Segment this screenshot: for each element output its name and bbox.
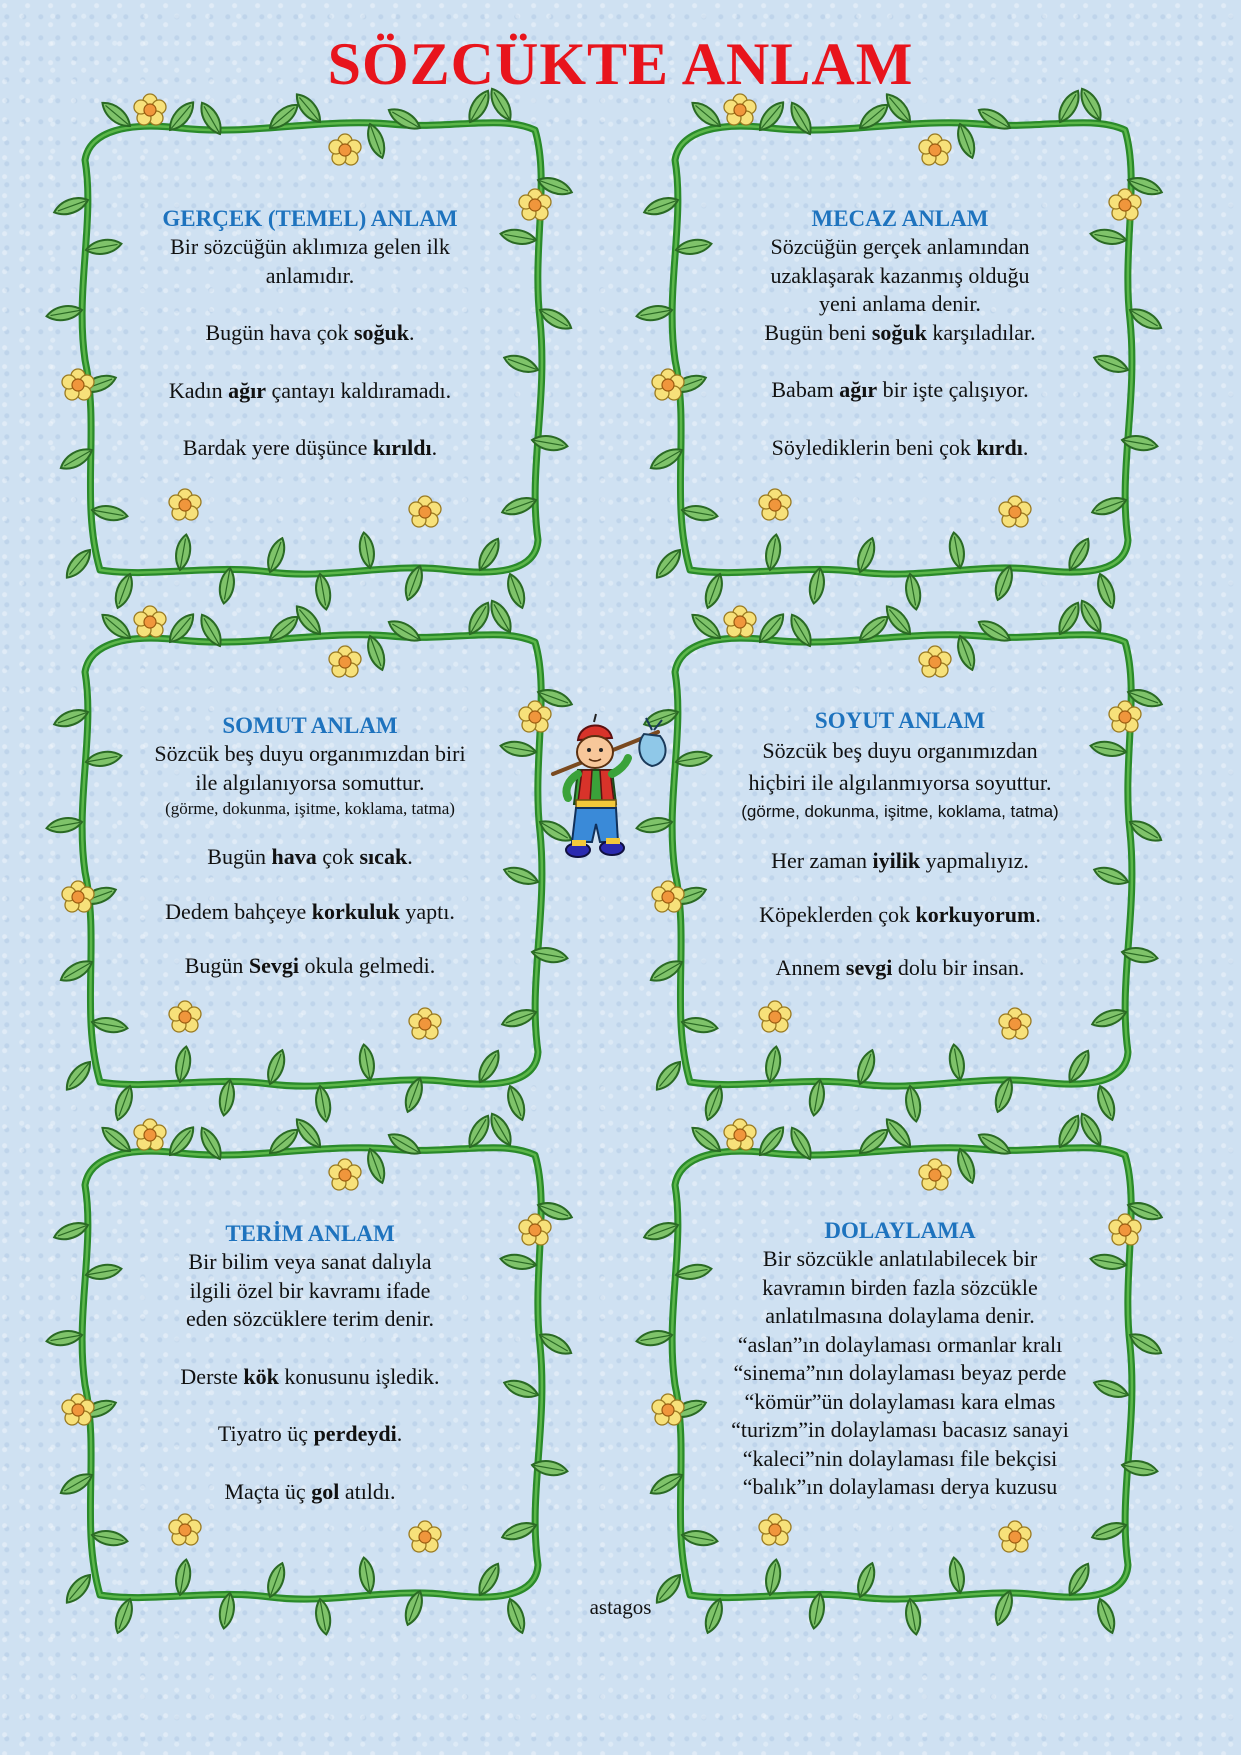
card-somut-anlam: [70, 612, 550, 1112]
card-heading: SOMUT ANLAM: [222, 713, 398, 738]
definition-line: Bir bilim veya sanat dalıyla: [188, 1249, 432, 1274]
example-line: Bardak yere düşünce kırıldı.: [182, 435, 438, 460]
example-line: Bugün hava çok sıcak.: [207, 844, 413, 869]
example-line: Bugün hava çok soğuk.: [205, 320, 415, 345]
example-line: Bugün Sevgi okula gelmedi.: [184, 953, 436, 978]
card-soyut-anlam: [660, 612, 1140, 1112]
example-line: Köpeklerden çok korkuyorum.: [759, 901, 1041, 927]
example-line: “turizm”in dolaylaması bacasız sanayi: [731, 1417, 1069, 1442]
example-line: Kadın ağır çantayı kaldıramadı.: [168, 377, 452, 403]
example-line: Her zaman iyilik yapmalıyız.: [771, 848, 1029, 873]
example-line: “kaleci”nin dolaylaması file bekçisi: [742, 1445, 1058, 1471]
example-line: Annem sevgi dolu bir insan.: [775, 955, 1025, 980]
example-line: Dedem bahçeye korkuluk yaptı.: [165, 898, 455, 924]
definition-line: eden sözcüklere terim denir.: [185, 1306, 434, 1331]
card-heading: GERÇEK (TEMEL) ANLAM: [162, 206, 458, 231]
example-line: Bugün beni soğuk karşıladılar.: [764, 319, 1036, 345]
definition-line: anlatılmasına dolaylama denir.: [765, 1303, 1035, 1328]
definition-line: Bir sözcükle anlatılabilecek bir: [762, 1246, 1038, 1271]
definition-line: ilgili özel bir kavramı ifade: [189, 1277, 431, 1303]
cartoon-boy-illustration: [548, 712, 668, 872]
definition-line: ile algılanıyorsa somuttur.: [195, 769, 425, 795]
example-line: Maçta üç gol atıldı.: [224, 1478, 396, 1504]
card-heading: TERİM ANLAM: [225, 1221, 395, 1246]
example-line: “aslan”ın dolaylaması ormanlar kralı: [737, 1331, 1063, 1357]
example-line: “balık”ın dolaylaması derya kuzusu: [742, 1474, 1058, 1499]
definition-line: kavramın birden fazla sözcükle: [762, 1274, 1038, 1300]
example-line: “kömür”ün dolaylaması kara elmas: [744, 1388, 1056, 1414]
definition-line: anlamıdır.: [265, 262, 355, 288]
example-line: Derste kök konusunu işledik.: [180, 1363, 440, 1389]
definition-line: Bir sözcüğün aklımıza gelen ilk: [170, 234, 450, 259]
card-gercek-anlam: [70, 100, 550, 600]
example-line: “sinema”nın dolaylaması beyaz perde: [733, 1360, 1067, 1385]
card-heading: DOLAYLAMA: [824, 1218, 976, 1243]
example-line: Tiyatro üç perdeydi.: [217, 1421, 403, 1446]
page-title: SÖZCÜKTE ANLAM: [327, 31, 914, 97]
definition-line: hiçbiri ile algılanmıyorsa soyuttur.: [748, 770, 1052, 795]
senses-note: (görme, dokunma, işitme, koklama, tatma): [165, 799, 455, 818]
definition-line: yeni anlama denir.: [819, 291, 981, 316]
example-line: Söylediklerin beni çok kırdı.: [771, 434, 1029, 460]
card-terim-anlam: [70, 1125, 550, 1625]
definition-line: Sözcük beş duyu organımızdan: [762, 738, 1038, 763]
definition-line: uzaklaşarak kazanmış olduğu: [770, 262, 1030, 288]
card-dolaylama: [660, 1125, 1140, 1625]
senses-note: (görme, dokunma, işitme, koklama, tatma): [741, 802, 1059, 821]
definition-line: Sözcüğün gerçek anlamından: [770, 234, 1030, 259]
card-mecaz-anlam: [660, 100, 1140, 600]
definition-line: Sözcük beş duyu organımızdan biri: [154, 741, 466, 766]
example-line: Babam ağır bir işte çalışıyor.: [771, 377, 1029, 402]
card-heading: SOYUT ANLAM: [814, 708, 986, 733]
card-heading: MECAZ ANLAM: [811, 206, 989, 231]
footer-credit: astagos: [589, 1595, 652, 1619]
